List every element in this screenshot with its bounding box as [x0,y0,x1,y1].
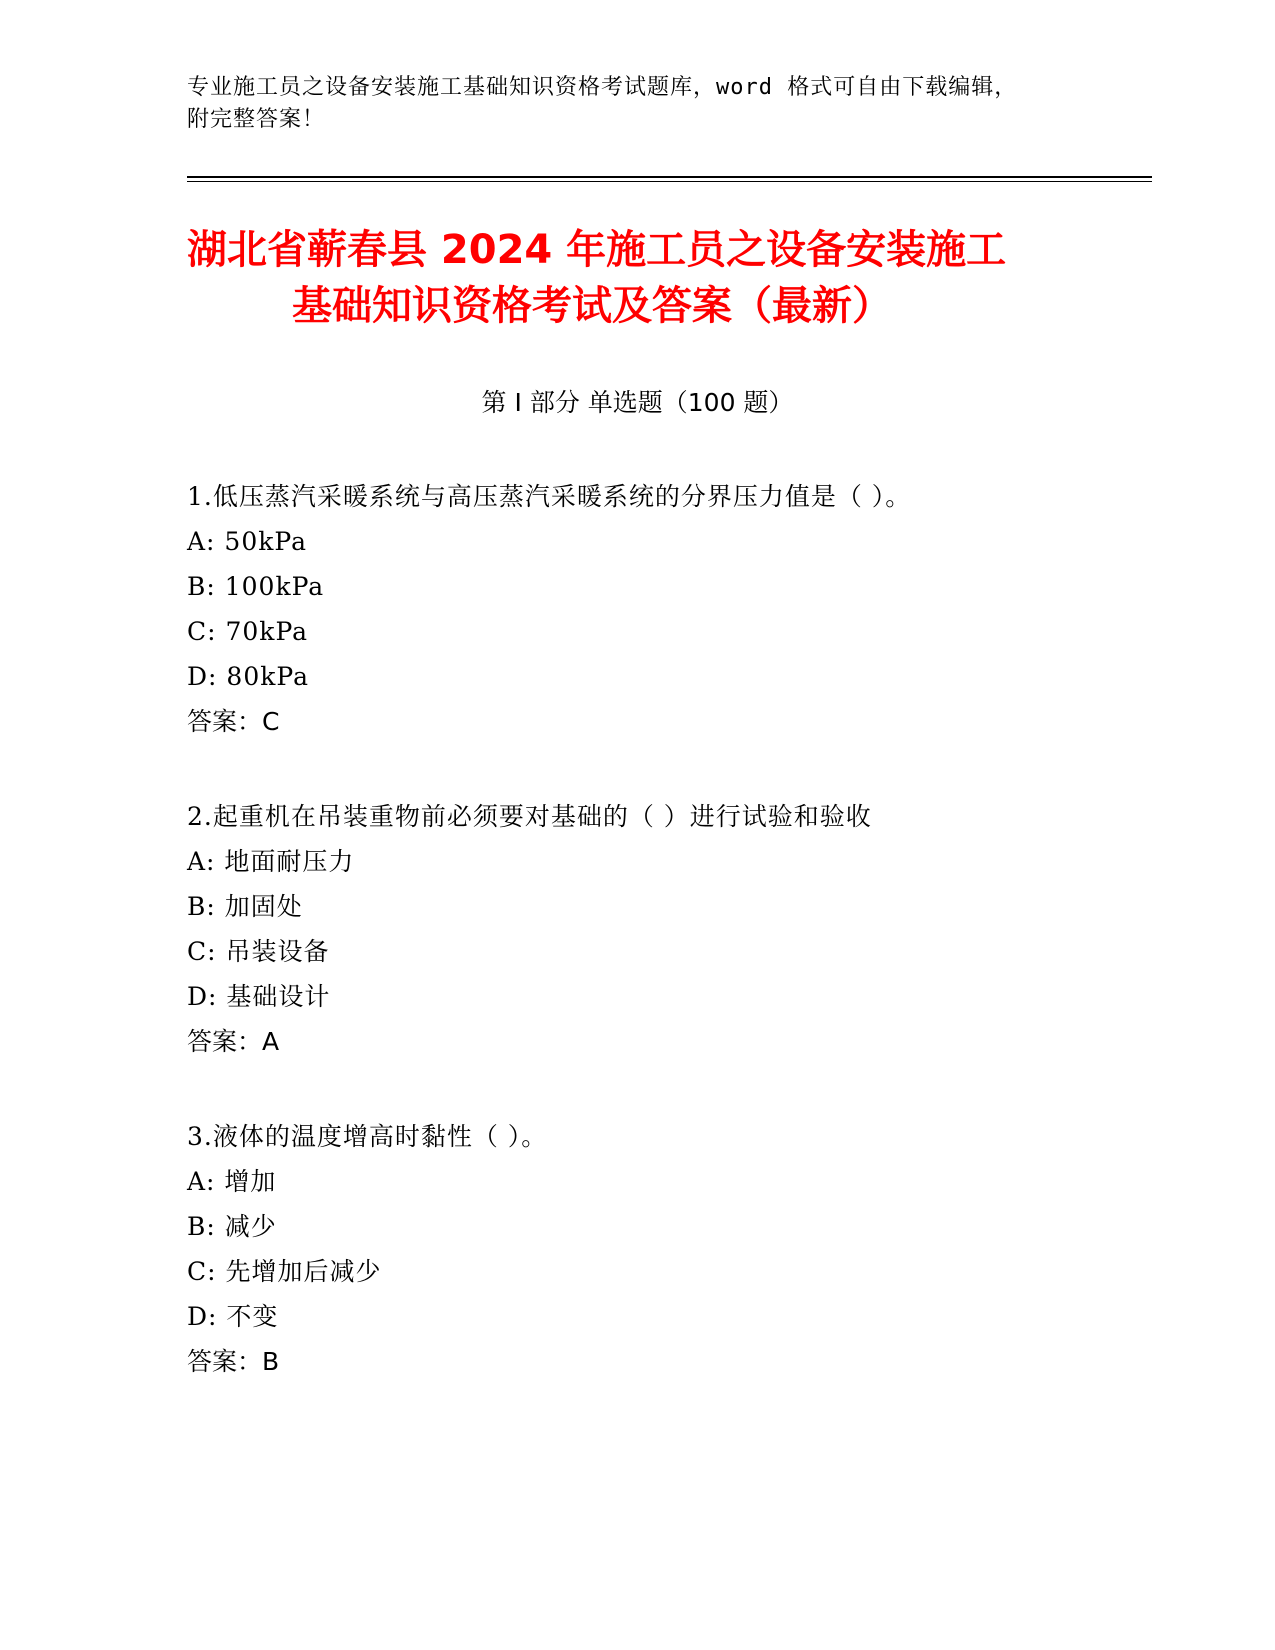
header-note-line-1: 专业施工员之设备安装施工基础知识资格考试题库，word 格式可自由下载编辑， [187,75,1018,100]
header-note [187,72,1087,136]
option-d: D: 不变 [187,1302,279,1331]
option-d: D: 80kPa [187,662,309,691]
option-a: A: 地面耐压力 [187,847,355,876]
option-b: B: 减少 [187,1212,277,1241]
document-title-line-1: 湖北省蕲春县 2024 年施工员之设备安装施工 [187,227,1007,273]
header-divider-thick [187,176,1152,178]
document-title [187,222,1087,334]
question-stem: 2.起重机在吊装重物前必须要对基础的（ ）进行试验和验收 [187,802,872,831]
question-stem: 1.低压蒸汽采暖系统与高压蒸汽采暖系统的分界压力值是（ ）。 [187,482,912,511]
option-c: C: 吊装设备 [187,937,330,966]
question-list [187,474,1127,1434]
option-c: C: 70kPa [187,617,309,646]
question-stem: 3.液体的温度增高时黏性（ ）。 [187,1122,548,1151]
header-note-line-2: 附完整答案！ [187,107,326,132]
question-item [187,794,1127,1064]
section-title: 第 I 部分 单选题（100 题） [481,388,794,417]
option-b: B: 加固处 [187,892,303,921]
option-d: D: 基础设计 [187,982,331,1011]
answer: 答案：A [187,1027,280,1056]
option-a: A: 50kPa [187,527,307,556]
question-item [187,1114,1127,1384]
document-title-line-2: 基础知识资格考试及答案（最新） [292,283,892,329]
header-divider-thin [187,181,1152,182]
option-b: B: 100kPa [187,572,325,601]
option-c: C: 先增加后减少 [187,1257,382,1286]
option-a: A: 增加 [187,1167,277,1196]
answer: 答案：B [187,1347,280,1376]
answer: 答案：C [187,707,280,736]
question-item [187,474,1127,744]
